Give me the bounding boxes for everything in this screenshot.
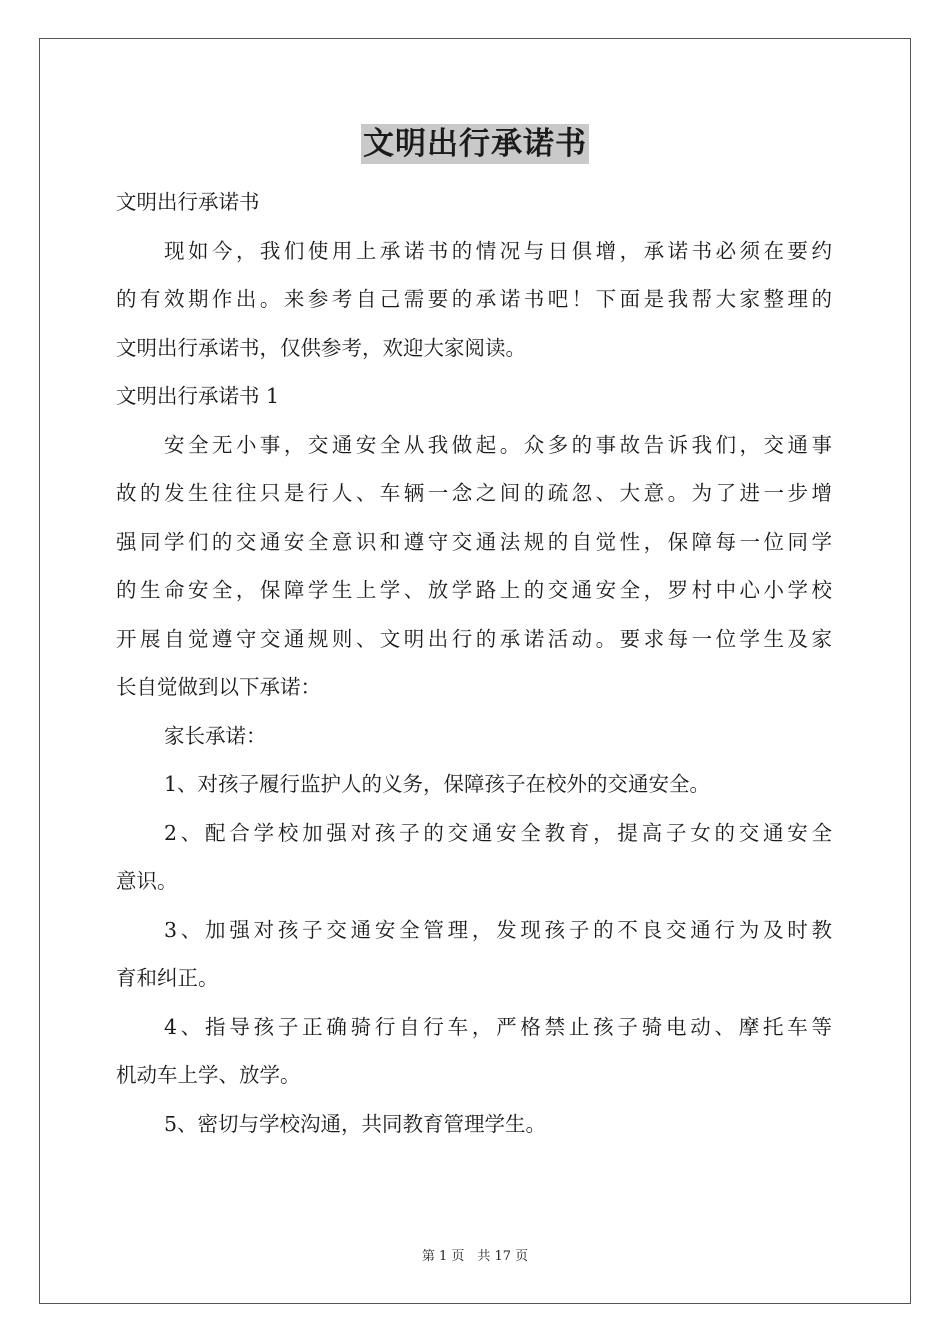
section-heading: 文明出行承诺书 1 <box>116 384 280 408</box>
body-line: 的生命安全，保障学生上学、放学路上的交通安全，罗村中心小学校 <box>116 578 832 602</box>
title-container <box>0 124 950 164</box>
list-item: 3、加强对孩子交通安全管理，发现孩子的不良交通行为及时教 <box>164 917 832 942</box>
list-item: 1、对孩子履行监护人的义务，保障孩子在校外的交通安全。 <box>164 772 711 796</box>
parent-heading: 家长承诺： <box>164 723 267 748</box>
page-footer: 第 1 页 共 17 页 <box>421 1249 529 1264</box>
list-item: 5、密切与学校沟通，共同教育管理学生。 <box>164 1111 547 1136</box>
intro-line: 现如今，我们使用上承诺书的情况与日俱增，承诺书必须在要约 <box>164 238 832 263</box>
list-item-continuation: 意识。 <box>116 869 178 893</box>
body-line: 开展自觉遵守交通规则、文明出行的承诺活动。要求每一位学生及家 <box>116 626 832 651</box>
list-item-continuation: 育和纠正。 <box>116 966 219 990</box>
body-line: 故的发生往往只是行人、车辆一念之间的疏忽、大意。为了进一步增 <box>116 481 832 505</box>
intro-line: 文明出行承诺书，仅供参考，欢迎大家阅读。 <box>116 335 526 360</box>
intro-line: 的有效期作出。来参考自己需要的承诺书吧！下面是我帮大家整理的 <box>116 287 832 311</box>
document-title: 文明出行承诺书 <box>363 126 587 162</box>
list-item-continuation: 机动车上学、放学。 <box>116 1063 301 1087</box>
body-line: 安全无小事，交通安全从我做起。众多的事故告诉我们，交通事 <box>164 432 832 457</box>
body-line: 长自觉做到以下承诺： <box>116 675 321 699</box>
list-item: 4、指导孩子正确骑行自行车，严格禁止孩子骑电动、摩托车等 <box>164 1014 832 1039</box>
list-item: 2、配合学校加强对孩子的交通安全教育，提高子女的交通安全 <box>164 820 832 845</box>
subtitle: 文明出行承诺书 <box>116 190 260 214</box>
document-body <box>116 178 832 1148</box>
body-line: 强同学们的交通安全意识和遵守交通法规的自觉性，保障每一位同学 <box>116 529 832 554</box>
